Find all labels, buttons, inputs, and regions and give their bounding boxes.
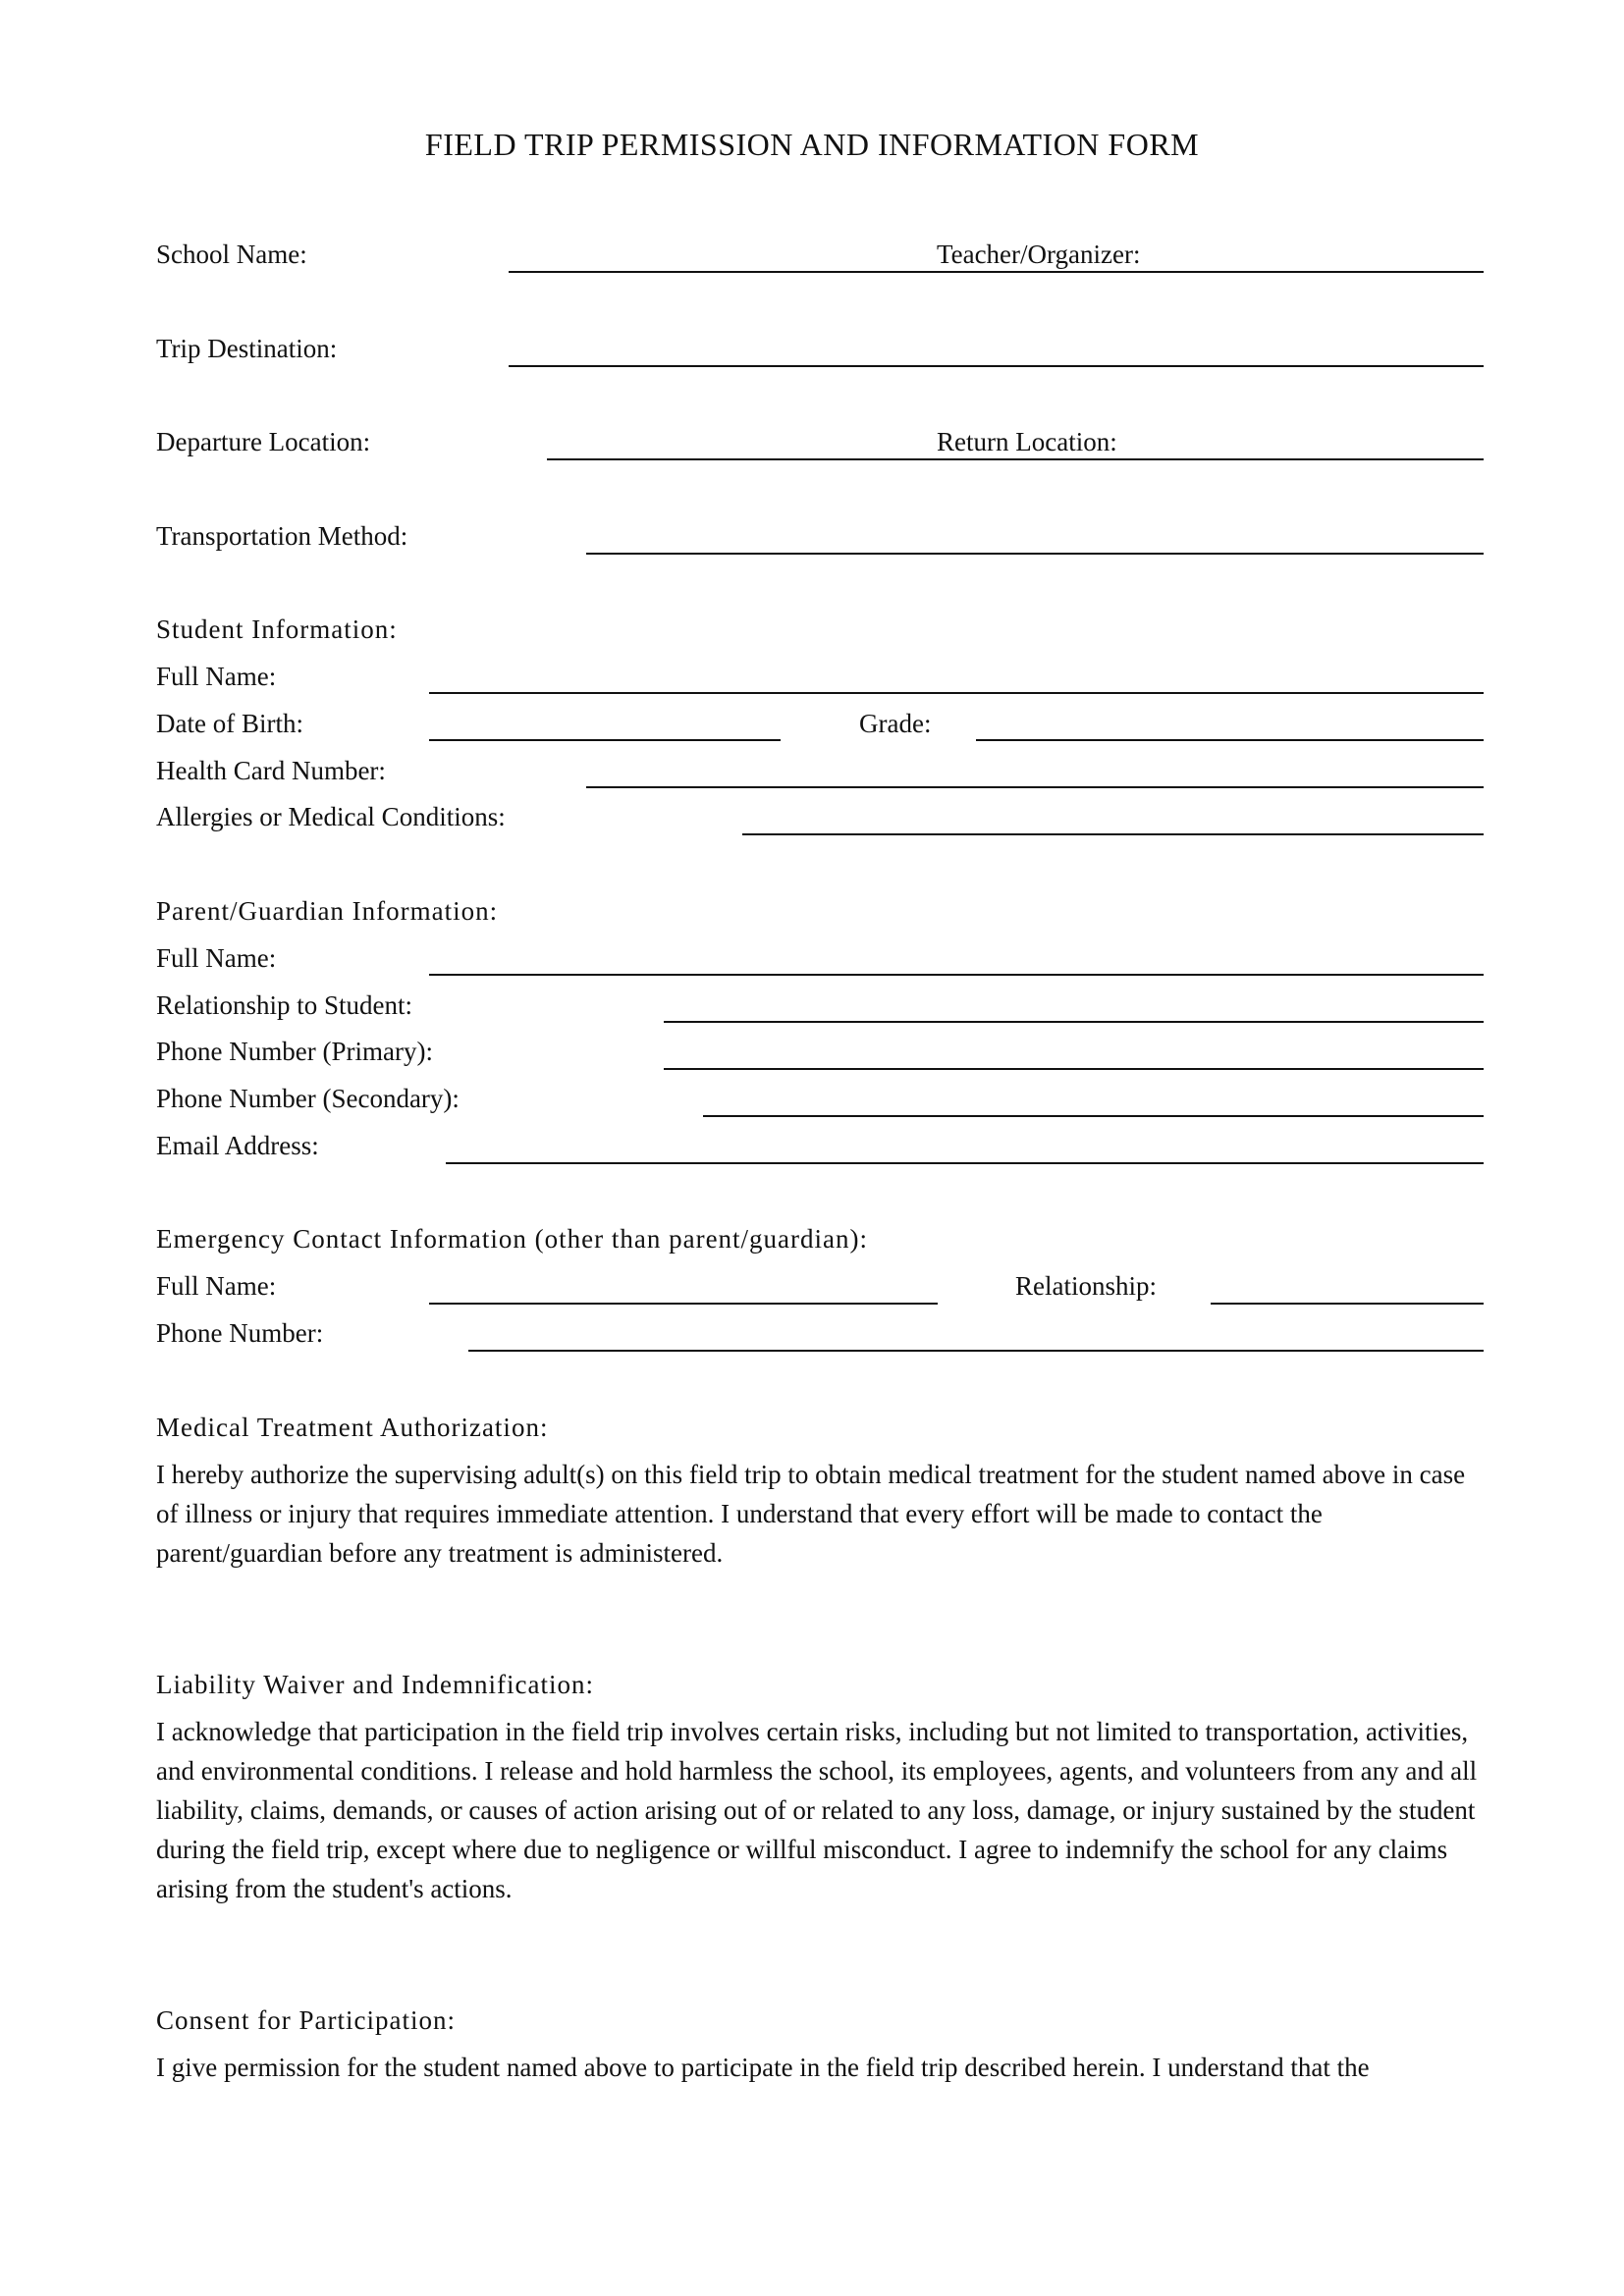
trip-destination-field[interactable] xyxy=(509,365,1484,367)
emergency-full-name-label: Full Name: xyxy=(156,1271,277,1301)
trip-destination-label: Trip Destination: xyxy=(156,334,338,363)
emergency-full-name-field[interactable] xyxy=(429,1303,938,1305)
departure-location-field[interactable] xyxy=(547,458,1484,460)
health-card-number-label: Health Card Number: xyxy=(156,756,386,785)
emergency-relationship-label: Relationship: xyxy=(1015,1271,1157,1301)
relationship-to-student-field[interactable] xyxy=(664,1021,1484,1023)
parent-guardian-heading: Parent/Guardian Information: xyxy=(156,896,499,926)
date-of-birth-label: Date of Birth: xyxy=(156,709,303,738)
student-full-name-field[interactable] xyxy=(429,692,1484,694)
emergency-phone-label: Phone Number: xyxy=(156,1318,324,1348)
phone-primary-label: Phone Number (Primary): xyxy=(156,1037,433,1066)
parent-full-name-field[interactable] xyxy=(429,974,1484,976)
health-card-number-field[interactable] xyxy=(586,786,1484,788)
liability-waiver-heading: Liability Waiver and Indemnification: xyxy=(156,1670,594,1699)
form-title: FIELD TRIP PERMISSION AND INFORMATION FORM xyxy=(424,127,1200,162)
departure-location-label: Departure Location: xyxy=(156,427,371,456)
medical-authorization-text: I hereby authorize the supervising adult(s) on this field trip to obtain medical treatment for the student named above in case of illness or injury that requires immediate attention. I understand that every effort will be made to contact the parent/guardian before any treatment is administered. xyxy=(156,1460,1466,1568)
allergies-label: Allergies or Medical Conditions: xyxy=(156,802,506,831)
student-full-name-label: Full Name: xyxy=(156,662,277,691)
parent-full-name-label: Full Name: xyxy=(156,943,277,973)
phone-primary-field[interactable] xyxy=(664,1068,1484,1070)
grade-field[interactable] xyxy=(976,739,1484,741)
consent-heading: Consent for Participation: xyxy=(156,2005,456,2035)
grade-label: Grade: xyxy=(859,709,932,738)
phone-secondary-field[interactable] xyxy=(703,1115,1484,1117)
date-of-birth-field[interactable] xyxy=(429,739,781,741)
emergency-contact-heading: Emergency Contact Information (other than parent/guardian): xyxy=(156,1224,869,1254)
allergies-field[interactable] xyxy=(742,833,1484,835)
emergency-relationship-field[interactable] xyxy=(1211,1303,1484,1305)
transportation-method-label: Transportation Method: xyxy=(156,521,408,551)
liability-waiver-text: I acknowledge that participation in the field trip involves certain risks, including but not limited to transportation, activities, and environmental conditions. I release and hold harmless the school, its employees, agents, and volunteers from any and all liability, claims, demands, or causes of action arising out of or related to any loss, damage, or injury sustained by the student during the field trip, except where due to negligence or willful misconduct. I agree to indemnify the school for any claims arising from the student's actions. xyxy=(156,1717,1478,1903)
relationship-to-student-label: Relationship to Student: xyxy=(156,990,412,1020)
consent-text: I give permission for the student named above to participate in the field trip described herein. I understand that the xyxy=(156,2053,1370,2082)
email-address-field[interactable] xyxy=(446,1162,1484,1164)
return-location-label: Return Location: xyxy=(937,427,1117,456)
student-information-heading: Student Information: xyxy=(156,614,398,644)
school-name-field[interactable] xyxy=(509,271,1484,273)
email-address-label: Email Address: xyxy=(156,1131,319,1160)
school-name-label: School Name: xyxy=(156,240,307,269)
phone-secondary-label: Phone Number (Secondary): xyxy=(156,1084,460,1113)
transportation-method-field[interactable] xyxy=(586,553,1484,555)
medical-authorization-heading: Medical Treatment Authorization: xyxy=(156,1413,549,1442)
teacher-organizer-label: Teacher/Organizer: xyxy=(937,240,1141,269)
emergency-phone-field[interactable] xyxy=(468,1350,1484,1352)
